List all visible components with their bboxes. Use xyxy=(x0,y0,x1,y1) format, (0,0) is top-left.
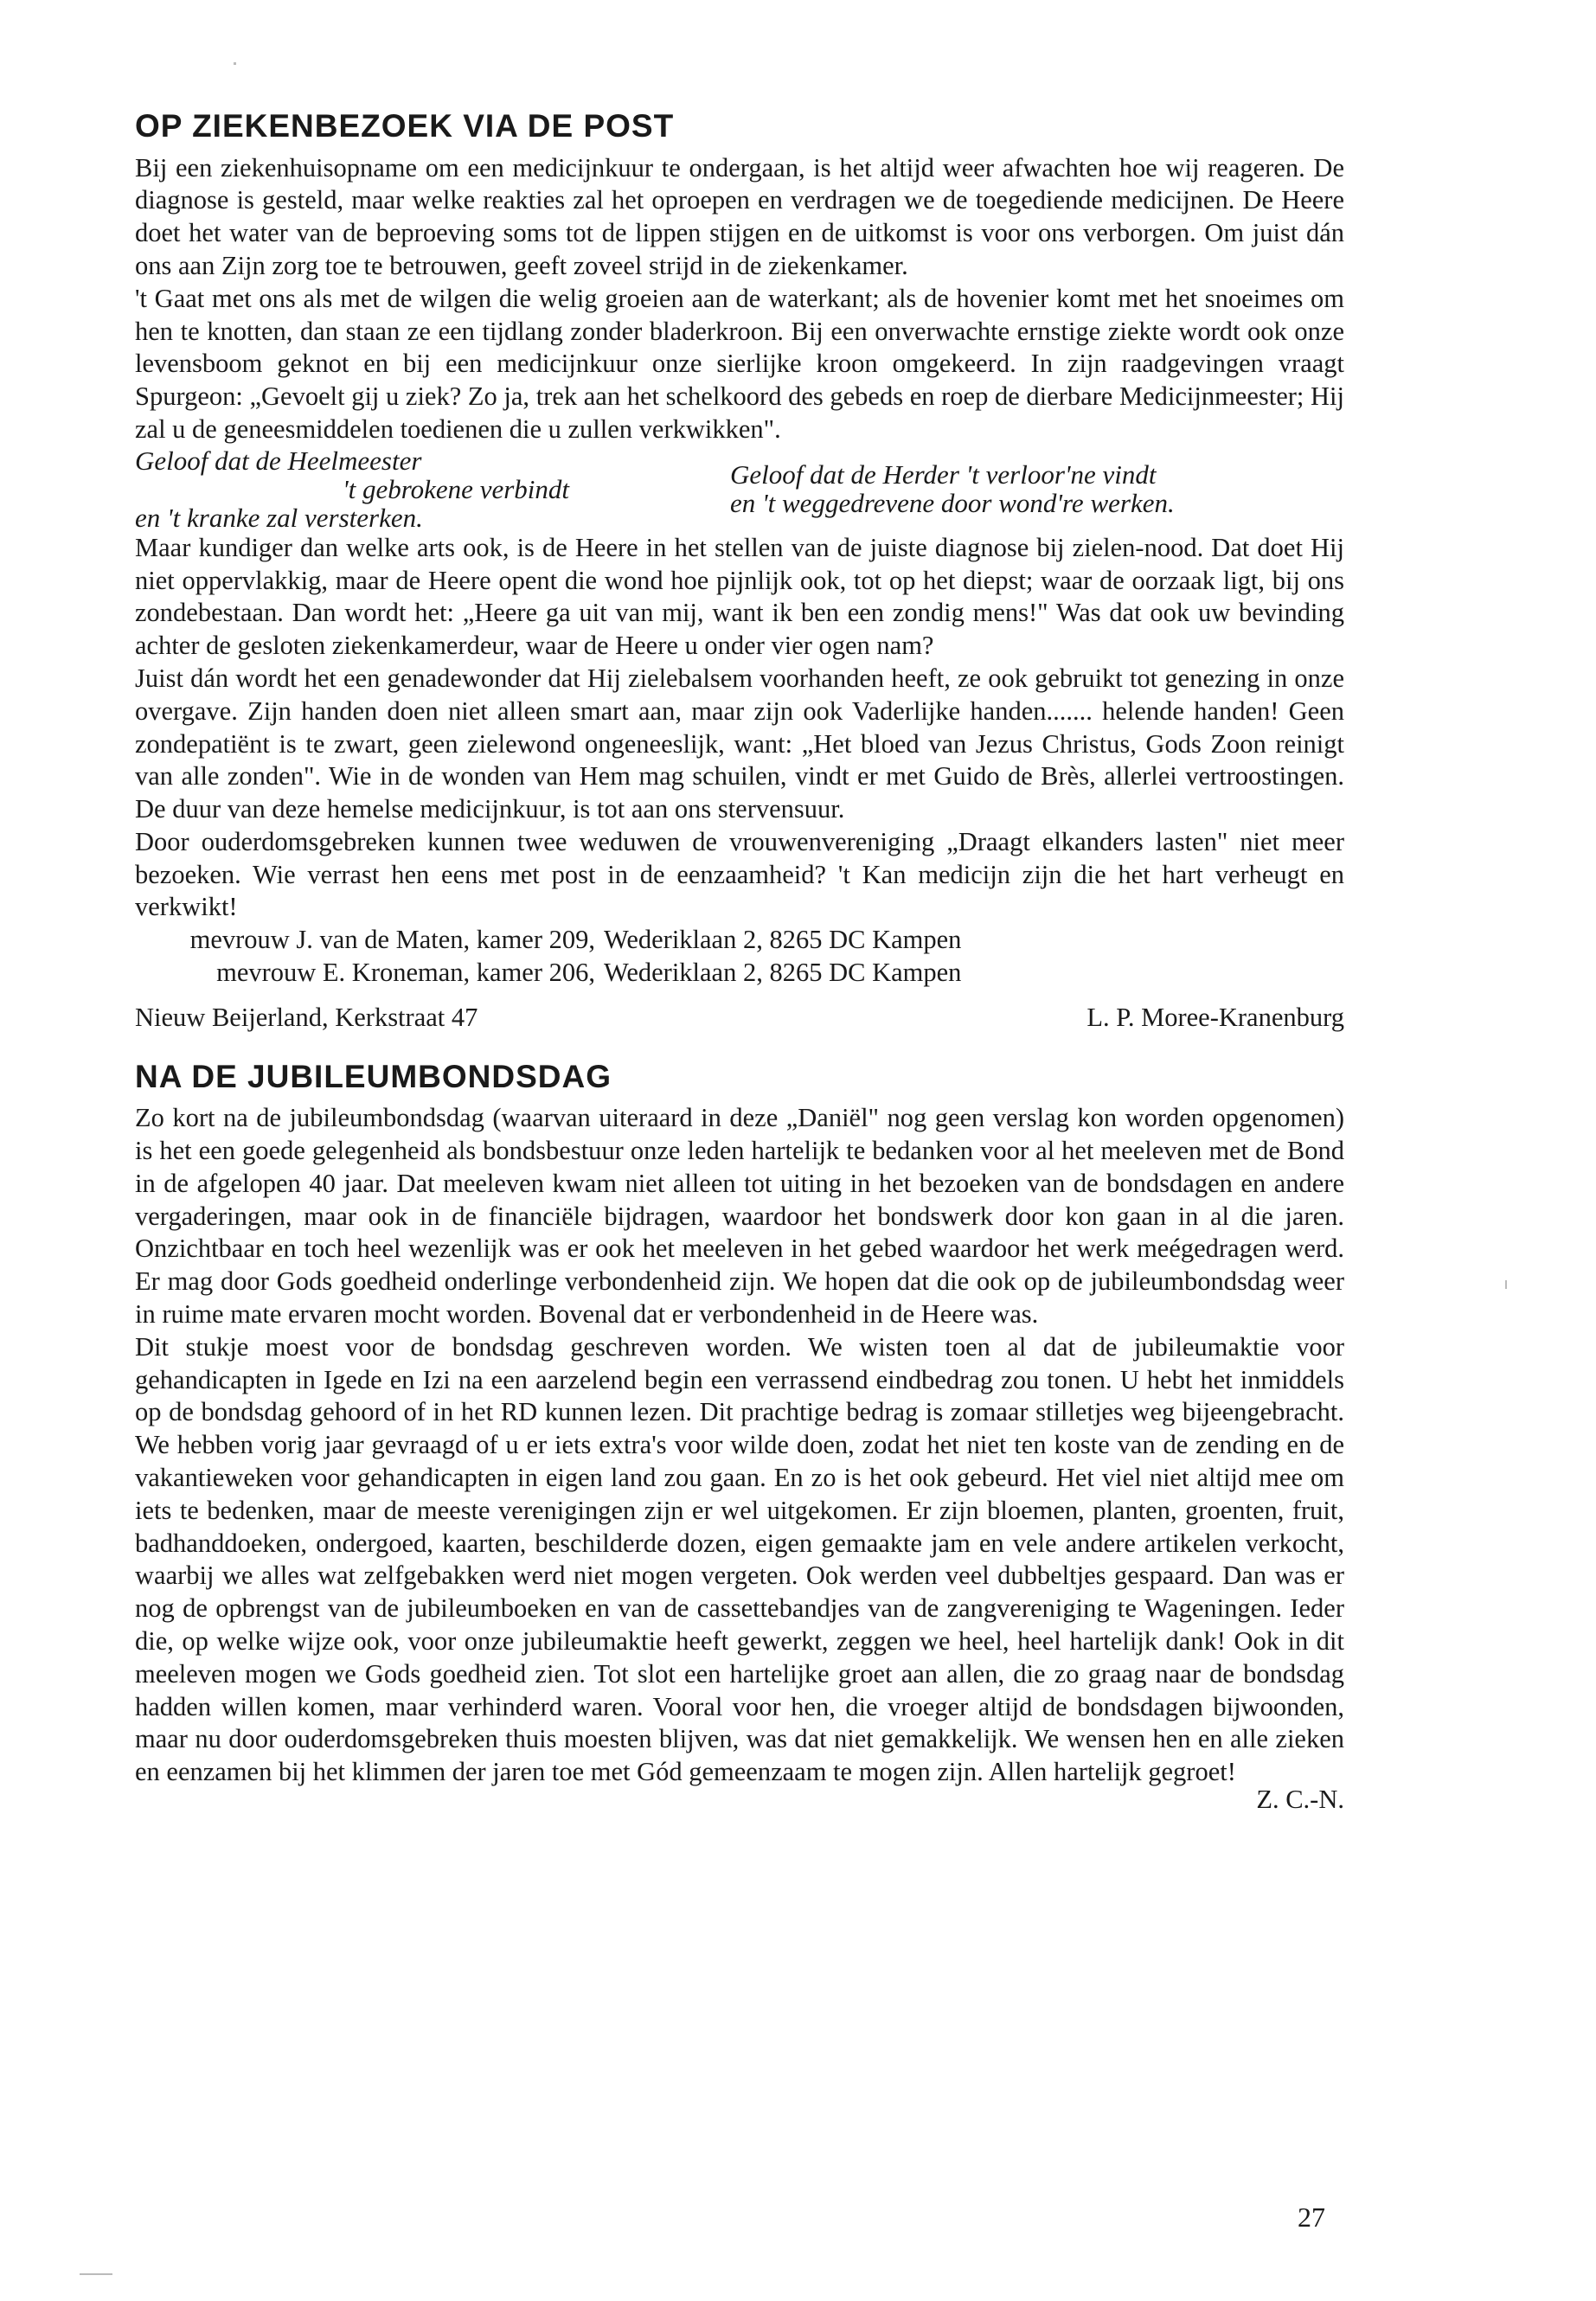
address-line xyxy=(135,957,1344,990)
poem-line: 't gebrokene verbindt xyxy=(343,473,570,504)
article-title: NA DE JUBILEUMBONDSDAG xyxy=(135,1058,612,1094)
address-list xyxy=(135,924,1344,990)
author-name: L. P. Moree-Kranenburg xyxy=(1086,1002,1344,1032)
paragraph: Door ouderdomsgebreken kunnen twee weduwen de vrouwenvereniging „Draagt elkanders lasten" niet meer bezoeken. Wie verrast hen eens met post in de eenzaamheid? 't Kan medicijn zijn die het hart verheugt en verkwikt! xyxy=(135,826,1344,922)
paragraph: Maar kundiger dan welke arts ook, is de Heere in het stellen van de juiste diagnose bij zielen-nood. Dat doet Hij niet oppervlakkig, maar de Heere opent die wond hoe pijnlijk ook, tot op het diepst; waar de oorzaak ligt, bij ons zondebestaan. Dan wordt het: „Heere ga uit van mij, want ik ben een zondig mens!" Was dat ook uw bevinding achter de gesloten ziekenkamerdeur, waar de Heere u onder vier ogen nam? xyxy=(135,532,1344,661)
address-name: mevrouw E. Kroneman, kamer 206, xyxy=(216,958,595,988)
page-content xyxy=(135,108,1344,1817)
poem-right xyxy=(730,446,1344,532)
paragraph: Dit stukje moest voor de bondsdag geschreven worden. We wisten toen al dat de jubileumaktie voor gehandicapten in Igede en Izi na een aarzelend begin een verrassend eindbedrag zou tonen. U hebt het inmiddels op de bondsdag gehoord of in het RD kunnen lezen. Dit prachtige bedrag is zomaar stilletjes weg bijeengebracht. We hebben vorig jaar gevraagd of u er iets extra's voor wilde doen, zodat het niet ten koste van de zending en de vakantieweken voor gehandicapten in eigen land zou gaan. En zo is het ook gebeurd. Het viel niet altijd mee om iets te bedenken, maar de meeste verenigingen zijn er wel uitgekomen. Er zijn bloemen, planten, groenten, fruit, badhanddoeken, ondergoed, kaarten, beschilderde dozen, eigen gemaakte jam en vele andere artikelen verkocht, waarbij we alles wat zelfgebakken werd niet mogen vergeten. Ook werden veel dubbeltjes gespaard. Dan was er nog de opbrengst van de jubileumboeken en van de cassettebandjes van de zangvereniging te Wageningen. Ieder die, op welke wijze ook, voor onze jubileumaktie heeft gewerkt, zeggen we heel, heel hartelijk dank! Ook in dit meeleven mogen we Gods goedheid zien. Tot slot een hartelijke groet aan allen, die zo graag naar de bondsdag hadden willen komen, maar verhinderd waren. Vooral voor hen, die vroeger altijd de bondsdagen bijwoonden, maar nu door ouderdomsgebreken thuis moesten blijven, was dat niet gemakkelijk. We wensen hen en alle zieken en eenzamen bij het klimmen der jaren toe met Gód gemeenzaam te mogen zijn. Allen hartelijk gegroet! xyxy=(135,1331,1344,1787)
author-address: Nieuw Beijerland, Kerkstraat 47 xyxy=(135,1002,478,1032)
paragraph: 't Gaat met ons als met de wilgen die welig groeien aan de waterkant; als de hovenier komt met het snoeimes om hen te knotten, dan staan ze een tijdlang zonder bladerkroon. Bij een onverwachte ernstige ziekte wordt ook onze levensboom geknot en bij een medicijnkuur onze sierlijke kroon omgekeerd. In zijn raadgevingen vraagt Spurgeon: „Gevoelt gij u ziek? Zo ja, trek aan het schelkoord des gebeds en roep de dierbare Medicijnmeester; Hij zal u de geneesmiddelen toedienen die u zullen verkwikken". xyxy=(135,283,1344,444)
address-line xyxy=(135,924,1344,957)
signature-line xyxy=(135,1002,1344,1035)
address-street: Wederiklaan 2, 8265 DC Kampen xyxy=(604,925,962,955)
scan-mark xyxy=(80,2273,112,2275)
paragraph: Zo kort na de jubileumbondsdag (waarvan uiteraard in deze „Daniël" nog geen verslag kon worden opgenomen) is het een goede gelegenheid als bondsbestuur onze leden hartelijk te bedanken voor al het meeleven met de Bond in de afgelopen 40 jaar. Dat meeleven kwam niet alleen tot uiting in het bezoeken van de bondsdagen en andere vergaderingen, maar ook in de financiële bijdragen, waardoor het bondswerk door kon gaan in al die jaren. Onzichtbaar en toch heel wezenlijk was er ook het meeleven in het gebed waardoor het werk meégedragen werd. Er mag door Gods goedheid onderlinge verbondenheid zijn. We hopen dat die ook op de jubileumbondsdag weer in ruime mate ervaren mocht worden. Bovenal dat er verbondenheid in de Heere was. xyxy=(135,1103,1344,1329)
poem-line: Geloof dat de Herder 't verloor'ne vindt xyxy=(730,458,1157,490)
scan-speck xyxy=(234,62,236,65)
page-number: 27 xyxy=(1298,2202,1325,2233)
article-body xyxy=(135,1102,1344,1817)
address-street: Wederiklaan 2, 8265 DC Kampen xyxy=(604,958,962,988)
address-name: mevrouw J. van de Maten, kamer 209, xyxy=(189,925,595,955)
paragraph: Bij een ziekenhuisopname om een medicijnkuur te ondergaan, is het altijd weer afwachten hoe wij reageren. De diagnose is gesteld, maar welke reakties zal het oproepen en verdragen we de toegediende medicijnen. De Heere doet het water van de beproeving soms tot de lippen stijgen en de uitkomst is voor ons verborgen. Om juist dán ons aan Zijn zorg toe te betrouwen, geeft zoveel strijd in de ziekenkamer. xyxy=(135,152,1344,280)
poem-line: en 't kranke zal versterken. xyxy=(135,502,423,533)
paragraph: Juist dán wordt het een genadewonder dat Hij zielebalsem voorhanden heeft, ze ook gebruikt tot genezing in onze overgave. Zijn handen doen niet alleen smart aan, maar zijn ook Vaderlijke handen....... helende handen! Geen zondepatiënt is te zwart, geen zielewond ongeneeslijk, want: „Het bloed van Jezus Christus, Gods Zoon reinigt van alle zonden". Wie in de wonden van Hem mag schuilen, vindt er met Guido de Brès, allerlei vertroostingen. De duur van deze hemelse medicijnkuur, is tot aan ons stervensuur. xyxy=(135,663,1344,824)
article-body xyxy=(135,532,1344,925)
poem-line: en 't weggedrevene door wond're werken. xyxy=(730,487,1175,518)
poem-line: Geloof dat de Heelmeester xyxy=(135,445,422,476)
closing-paragraph xyxy=(135,1331,1344,1789)
poem-quote xyxy=(135,446,1344,532)
scan-speck xyxy=(1505,1280,1507,1289)
article-title: OP ZIEKENBEZOEK VIA DE POST xyxy=(135,108,675,144)
poem-left xyxy=(135,446,706,532)
author-initials: Z. C.-N. xyxy=(1256,1784,1344,1814)
article-body xyxy=(135,152,1344,446)
